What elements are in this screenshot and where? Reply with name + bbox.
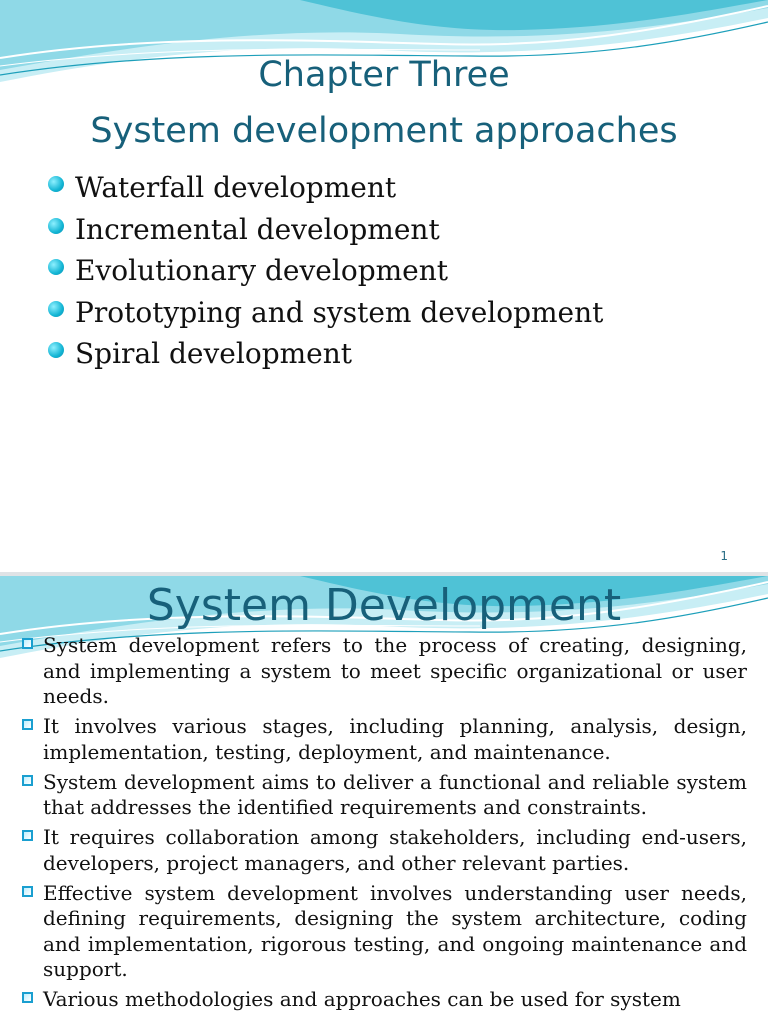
definition-list — [22, 633, 747, 1017]
hollow-square-bullet-icon — [22, 775, 33, 786]
slide-2 — [0, 576, 768, 1024]
hollow-square-bullet-icon — [22, 719, 33, 730]
list-item: Waterfall development — [48, 167, 603, 209]
teal-sphere-bullet-icon — [48, 259, 64, 275]
teal-sphere-bullet-icon — [48, 342, 64, 358]
hollow-square-bullet-icon — [22, 992, 33, 1003]
list-item: Prototyping and system development — [48, 292, 603, 334]
chapter-title: Chapter Three — [258, 55, 510, 95]
hollow-square-bullet-icon — [22, 638, 33, 649]
teal-sphere-bullet-icon — [48, 176, 64, 192]
chapter-subtitle: System development approaches — [90, 111, 678, 151]
page-number: 1 — [720, 549, 728, 563]
hollow-square-bullet-icon — [22, 886, 33, 897]
teal-sphere-bullet-icon — [48, 218, 64, 234]
list-item: System development aims to deliver a functional and reliable system that addresses the identified requirements and constraints. — [22, 770, 747, 821]
list-item: Effective system development involves understanding user needs, defining requirements, designing the system architecture, coding and implementation, rigorous testing, and ongoing maintenance and support. — [22, 881, 747, 983]
list-item: System development refers to the process of creating, designing, and implementing a system to meet specific organizational or user needs. — [22, 633, 747, 710]
list-item: Incremental development — [48, 209, 603, 251]
approaches-list — [48, 167, 603, 375]
list-item: Evolutionary development — [48, 250, 603, 292]
list-item: Spiral development — [48, 333, 603, 375]
hollow-square-bullet-icon — [22, 830, 33, 841]
slide-title: System Development — [146, 580, 622, 631]
list-item: Various methodologies and approaches can be used for system — [22, 987, 747, 1013]
teal-sphere-bullet-icon — [48, 301, 64, 317]
list-item: It requires collaboration among stakeholders, including end-users, developers, project managers, and other relevant parties. — [22, 825, 747, 876]
list-item: It involves various stages, including planning, analysis, design, implementation, testing, deployment, and maintenance. — [22, 714, 747, 765]
